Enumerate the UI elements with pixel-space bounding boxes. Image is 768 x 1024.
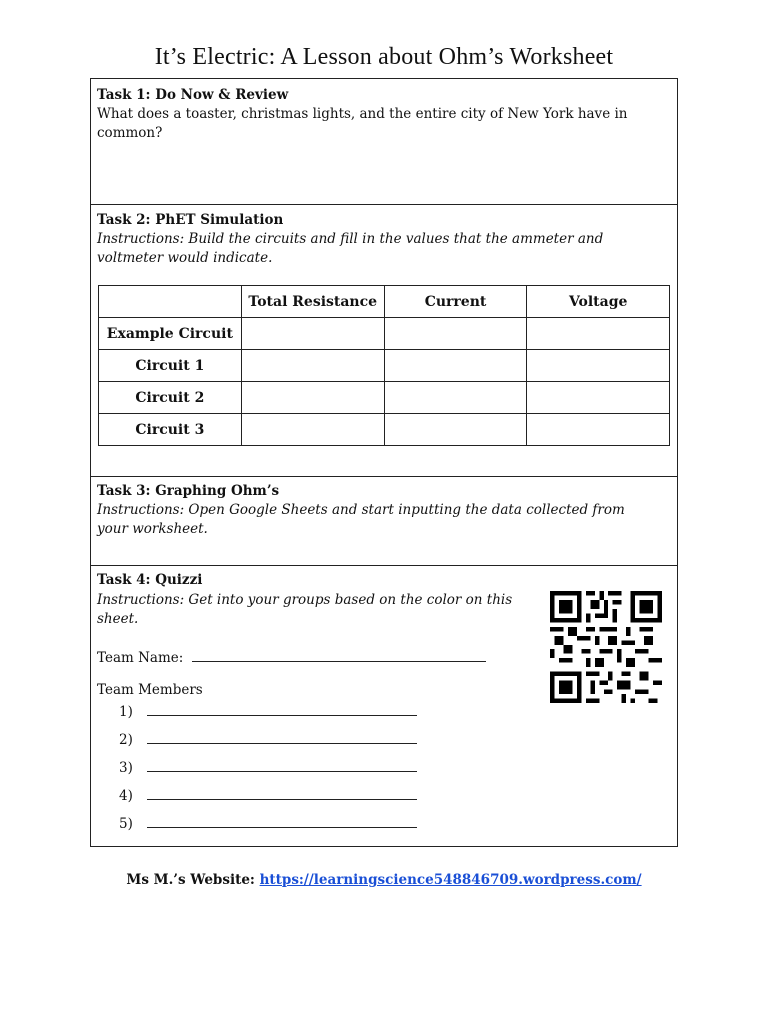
website-link[interactable]: https://learningscience548846709.wordpress.com/ — [259, 872, 642, 888]
member-row — [119, 729, 417, 748]
task4-instructions: Instructions: Get into your groups based on the color on this sheet. — [97, 592, 513, 627]
member-number: 1) — [119, 704, 133, 720]
task1-heading: Task 1: Do Now & Review — [97, 87, 289, 103]
task2-section — [91, 205, 677, 477]
table-cell[interactable] — [241, 382, 384, 414]
footer-label: Ms M.’s Website: — [126, 872, 255, 888]
task2-instructions: Instructions: Build the circuits and fill in the values that the ammeter and voltmeter would indicate. — [97, 231, 604, 266]
table-row — [99, 414, 670, 446]
task3-instructions: Instructions: Open Google Sheets and start inputting the data collected from your worksheet. — [97, 502, 625, 537]
member-row — [119, 785, 417, 804]
table-cell[interactable] — [241, 414, 384, 446]
member-field[interactable] — [147, 701, 417, 716]
row-label: Example Circuit — [99, 318, 242, 350]
task4-section — [91, 566, 677, 846]
member-number: 2) — [119, 732, 133, 748]
table-row — [99, 318, 670, 350]
task1-question: What does a toaster, christmas lights, and the entire city of New York have in common? — [97, 106, 628, 141]
table-header-cell: Voltage — [527, 286, 670, 318]
task3-section — [91, 477, 677, 566]
table-cell[interactable] — [527, 318, 670, 350]
team-name-label: Team Name: — [97, 650, 184, 666]
page-title: It’s Electric: A Lesson about Ohm’s Worksheet — [154, 44, 614, 70]
table-header-cell: Current — [384, 286, 527, 318]
table-cell[interactable] — [384, 350, 527, 382]
table-cell[interactable] — [384, 414, 527, 446]
table-header-cell: Total Resistance — [241, 286, 384, 318]
member-field[interactable] — [147, 813, 417, 828]
footer — [0, 872, 768, 888]
table-header-cell — [99, 286, 242, 318]
row-label: Circuit 1 — [99, 350, 242, 382]
member-field[interactable] — [147, 757, 417, 772]
member-number: 4) — [119, 788, 133, 804]
circuit-table — [98, 285, 670, 446]
member-number: 3) — [119, 760, 133, 776]
member-row — [119, 701, 417, 720]
member-field[interactable] — [147, 785, 417, 800]
task2-heading: Task 2: PhET Simulation — [97, 212, 284, 228]
row-label: Circuit 2 — [99, 382, 242, 414]
member-field[interactable] — [147, 729, 417, 744]
table-row — [99, 382, 670, 414]
task4-heading: Task 4: Quizzi — [97, 572, 203, 588]
task1-section — [91, 79, 677, 205]
table-cell[interactable] — [241, 350, 384, 382]
worksheet-frame — [90, 78, 678, 847]
table-cell[interactable] — [527, 414, 670, 446]
task3-heading: Task 3: Graphing Ohm’s — [97, 483, 280, 499]
table-cell[interactable] — [384, 382, 527, 414]
table-cell[interactable] — [241, 318, 384, 350]
member-row — [119, 757, 417, 776]
team-name-row — [97, 647, 486, 666]
table-cell[interactable] — [384, 318, 527, 350]
member-number: 5) — [119, 816, 133, 832]
table-cell[interactable] — [527, 382, 670, 414]
team-name-field[interactable] — [192, 647, 486, 662]
table-cell[interactable] — [527, 350, 670, 382]
qr-code-icon[interactable] — [550, 588, 662, 706]
team-members-label: Team Members — [97, 682, 203, 698]
row-label: Circuit 3 — [99, 414, 242, 446]
table-row — [99, 350, 670, 382]
member-row — [119, 813, 417, 832]
table-header-row — [99, 286, 670, 318]
